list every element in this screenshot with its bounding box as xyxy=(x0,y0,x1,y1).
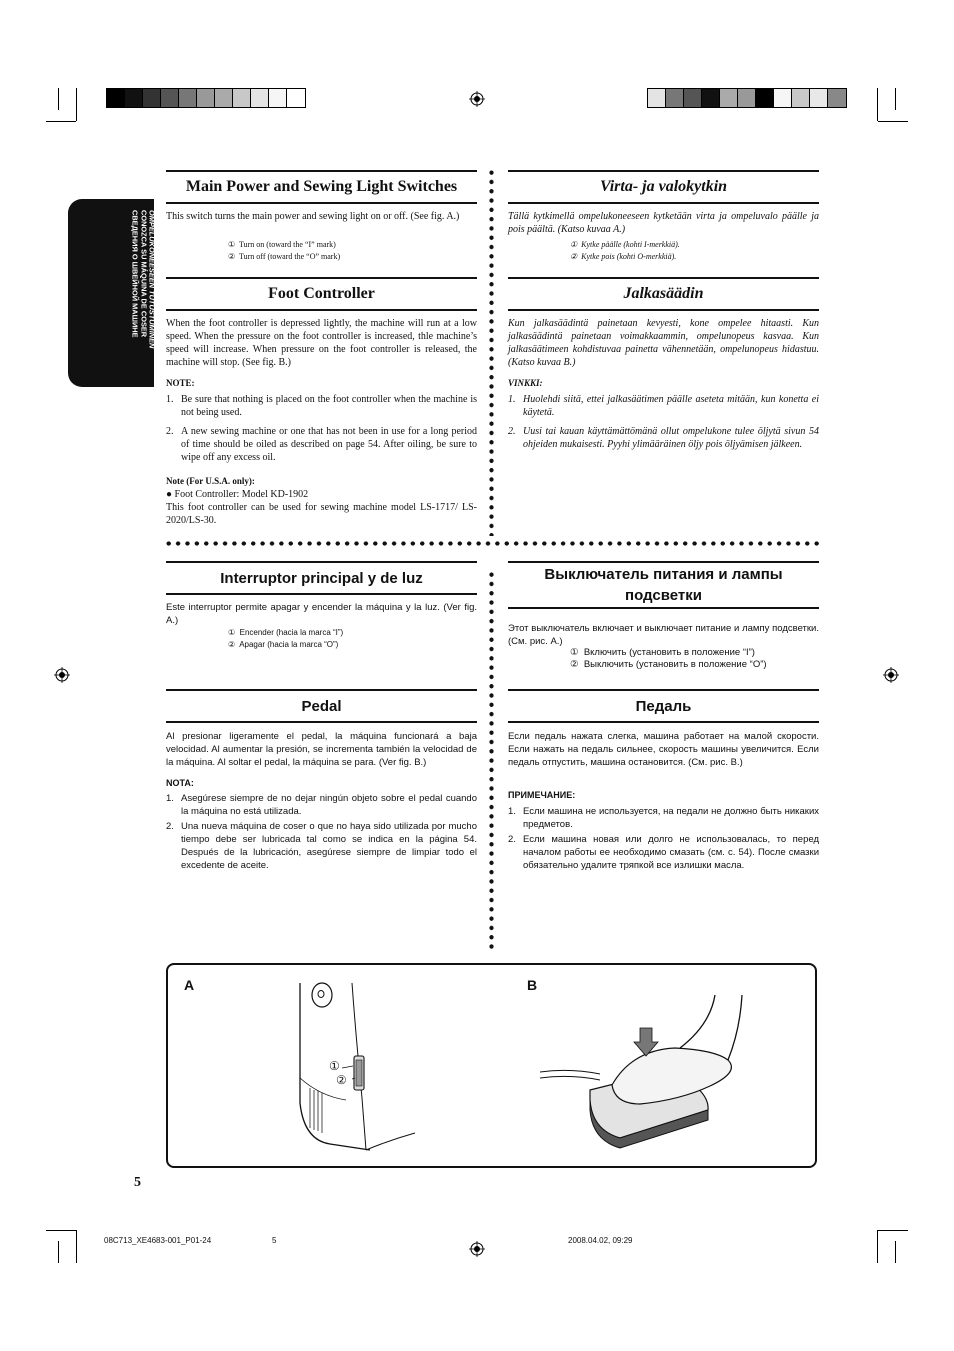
tab-line-es: CONOZCA SU MÁQUINA DE COSER xyxy=(139,210,149,338)
en-note-1: Be sure that nothing is placed on the foot controller when the machine is not being used. xyxy=(181,394,477,418)
crop-mark xyxy=(877,1230,878,1263)
fi-foot-title: Jalkasäädin xyxy=(508,277,819,311)
foot-pedal-illustration xyxy=(540,990,770,1150)
en-switch-items: ① Turn on (toward the “I” mark) ② Turn off (toward the “O” mark) xyxy=(228,240,341,261)
es-switch-item-on: Encender (hacia la marca “I”) xyxy=(239,628,344,637)
fi-foot-text: Kun jalkasäädintä painetaan kevyesti, kone ompelee hitaasti. Kun jalkasäädintä painetaan voimakkaammin, ompelunopeus kasvaa. Kun jalkasäätimeen kohdistuvaa painetta vähennetään, ompelunopeus hidastuu. (Katso kuvaa B.) xyxy=(508,318,819,368)
fi-switch-item-on: Kytke päälle (kohti I-merkkiä). xyxy=(581,240,680,249)
en-switch-item-off: Turn off (toward the “O” mark) xyxy=(239,252,341,261)
page-number: 5 xyxy=(134,1175,141,1190)
es-switch-title: Interruptor principal y de luz xyxy=(166,561,477,595)
crop-mark xyxy=(877,88,878,121)
figure-label-b: B xyxy=(527,977,538,993)
crop-mark xyxy=(46,1230,76,1231)
es-note-2: Una nueva máquina de coser o que no haya sido utilizada por mucho tiempo debe ser lubricada tal como se indica en la página 54. Después de la lubricación, asegúrese siempre de limpiar todo el excedente de aceite. xyxy=(181,821,477,871)
fi-note-2: Uusi tai kauan käyttämättömänä ollut ompelukone tulee öljytä sivun 54 ohjeiden mukaisesti. Pyyhi ylimääräinen öljy pois öljyämisen jälkeen. xyxy=(523,426,819,450)
registration-mark-icon xyxy=(883,667,899,683)
color-bar-left xyxy=(106,88,306,108)
color-bar-right xyxy=(647,88,847,108)
en-usa-text: This foot controller can be used for sewing machine model LS-1717/ LS-2020/LS-30. xyxy=(166,502,477,526)
crop-mark xyxy=(878,121,908,122)
ru-note-label: ПРИМЕЧАНИЕ: xyxy=(508,790,576,800)
column-divider xyxy=(489,168,494,536)
tab-line-ru: СВЕДЕНИЯ О ШВЕЙНОЙ МАШИНЕ xyxy=(130,210,140,338)
es-switch-items: ① Encender (hacia la marca “I”) ② Apagar (hacia la marca “O”) xyxy=(228,628,344,649)
figure-label-a: A xyxy=(184,977,195,993)
fi-switch-item-off: Kytke pois (kohti O-merkkiä). xyxy=(581,252,677,261)
en-foot-text: When the foot controller is depressed lightly, the machine will run at a low speed. When the pressure on the foot controller is increased, thle machine’s speed will increase. When pressure on the foot controller is released, the machine will stop. (See fig. B.) xyxy=(166,318,477,368)
ru-foot-title: Педаль xyxy=(508,689,819,723)
fi-switch-items: ① Kytke päälle (kohti I-merkkiä). ② Kytke pois (kohti O-merkkiä). xyxy=(570,240,680,261)
en-usa-note xyxy=(166,475,477,527)
footer-page: 5 xyxy=(272,1236,277,1245)
es-note-label: NOTA: xyxy=(166,778,194,788)
tab-line-fi: OMPELUKONEESEEN TUTUSTUMINEN xyxy=(147,210,157,349)
crop-mark xyxy=(878,1230,908,1231)
en-note-2: A new sewing machine or one that has not been in use for a long period of time should be oiled as described on page 54. After oiling, be sure to wipe off any excess oil. xyxy=(181,426,477,463)
ru-switch-items: ① Включить (установить в положение “I”) ② Выключить (установить в положение “O”) xyxy=(570,647,767,670)
crop-mark xyxy=(58,88,59,110)
registration-mark-icon xyxy=(54,667,70,683)
column-divider xyxy=(489,570,494,952)
ru-switch-text: Этот выключатель включает и выключает питание и лампу подсветки. (См. рис. А.) xyxy=(508,623,819,647)
tab-line-en: KNOWING YOUR SEWING MACHINE xyxy=(156,210,166,339)
ru-note-1: Если машина не используется, на педали не должно быть никаких предметов. xyxy=(523,806,819,830)
figure-marker-2: ② xyxy=(336,1073,347,1087)
registration-mark-icon xyxy=(469,91,485,107)
crop-mark xyxy=(895,1241,896,1263)
es-foot-text: Al presionar ligeramente el pedal, la máquina funcionará a baja velocidad. Al aumentar la presión, se incrementa también la velocidad de la máquina. Al soltar el pedal, la máquina se para. (Ver fig. B.) xyxy=(166,731,477,768)
crop-mark xyxy=(58,1241,59,1263)
fi-note-1: Huolehdi siitä, ettei jalkasäätimen päälle aseteta mitään, kun konetta ei käytetä. xyxy=(523,394,819,418)
crop-mark xyxy=(46,121,76,122)
section-tab-text xyxy=(130,210,164,380)
en-usa-label: Note (For U.S.A. only): xyxy=(166,476,255,486)
fi-switch-text: Tällä kytkimellä ompelukoneeseen kytketään virta ja ompeluvalo päälle ja pois päältä. (Katso kuvaa A.) xyxy=(508,211,819,235)
fi-switch-title: Virta- ja valokytkin xyxy=(508,170,819,204)
machine-side-illustration xyxy=(290,978,425,1153)
ru-note-2: Если машина новая или долго не использовалась, то перед началом работы ее необходимо смазать (см. с. 54). После смазки обязательно удалите тряпкой все излишки масла. xyxy=(523,834,819,871)
crop-mark xyxy=(895,88,896,110)
ru-foot-text: Если педаль нажата слегка, машина работает на малой скорости. Если нажать на педаль сильнее, скорость машины увеличится. Если педаль отпустить, машина остановится. (См. рис. B.) xyxy=(508,731,819,768)
ru-switch-item-on: Включить (установить в положение “I”) xyxy=(583,647,755,658)
fi-notes: VINKKI: 1. Huolehdi siitä, ettei jalkasäätimen päälle aseteta mitään, kun konetta ei käytetä. 2. Uusi tai kauan käyttämättömänä ollut ompelukone tulee öljytä sivun 54 ohjeiden mukaisesti. Pyyhi ylimääräinen öljy pois öljyämisen jälkeen. xyxy=(508,378,819,450)
en-note-label: NOTE: xyxy=(166,378,195,388)
crop-mark xyxy=(76,88,77,121)
es-note-1: Asegúrese siempre de no dejar ningún objeto sobre el pedal cuando la máquina no está utilizada. xyxy=(181,793,477,817)
en-switch-title: Main Power and Sewing Light Switches xyxy=(166,170,477,204)
es-foot-title: Pedal xyxy=(166,689,477,723)
es-notes: NOTA: 1. Asegúrese siempre de no dejar ningún objeto sobre el pedal cuando la máquina no está utilizada. 2. Una nueva máquina de coser o que no haya sido utilizada por mucho tiempo debe ser lubricada tal como se indica en la página 54. Después de la lubricación, asegúrese siempre de limpiar todo el excedente de aceite. xyxy=(166,778,477,871)
registration-mark-icon xyxy=(469,1241,485,1257)
crop-mark xyxy=(76,1230,77,1263)
ru-switch-item-off: Выключить (установить в положение “O”) xyxy=(583,659,767,670)
figure-marker-1: ① xyxy=(329,1059,340,1073)
footer-file: 08C713_XE4683-001_P01-24 xyxy=(104,1236,212,1245)
section-divider xyxy=(164,541,820,546)
en-notes: NOTE: 1. Be sure that nothing is placed on the foot controller when the machine is not being used. 2. A new sewing machine or one that has not been in use for a long period of time should be oiled as described on page 54. After oiling, be sure to wipe off any excess oil. xyxy=(166,378,477,463)
en-foot-title: Foot Controller xyxy=(166,277,477,311)
en-switch-text: This switch turns the main power and sewing light on or off. (See fig. A.) xyxy=(166,211,460,222)
es-switch-text: Este interruptor permite apagar y encender la máquina y la luz. (Ver fig. A.) xyxy=(166,602,477,626)
en-usa-model: ● Foot Controller: Model KD-1902 xyxy=(166,489,309,500)
fi-note-label: VINKKI: xyxy=(508,378,543,388)
es-switch-item-off: Apagar (hacia la marca “O”) xyxy=(239,640,339,649)
footer-date: 2008.04.02, 09:29 xyxy=(568,1236,633,1245)
ru-notes: ПРИМЕЧАНИЕ: 1. Если машина не используется, на педали не должно быть никаких предметов. 2. Если машина новая или долго не использовалась, то перед началом работы ее необходимо смазать (см. с. 54). После смазки обязательно удалите тряпкой все излишки масла. xyxy=(508,790,819,871)
ru-switch-title: Выключатель питания и лампы подсветки xyxy=(508,561,819,609)
en-switch-item-on: Turn on (toward the “I” mark) xyxy=(239,240,336,249)
